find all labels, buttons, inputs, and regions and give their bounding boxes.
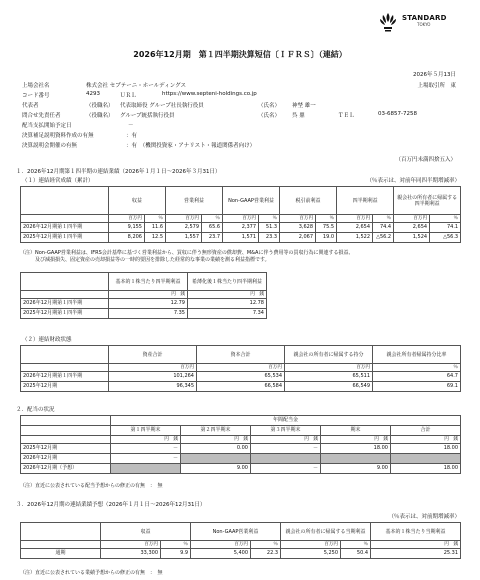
rounding-note: （百万円未満四捨五入） <box>395 157 456 163</box>
unit: 百万円 <box>191 541 251 549</box>
dividend-note: （注）直近に公表されている配当予想からの修正の有無 ： 無 <box>20 483 163 489</box>
cell: 65.6 <box>202 223 223 233</box>
row-label: 2026年12月期第１四半期 <box>21 223 109 233</box>
cell: 12.78 <box>188 299 267 309</box>
supplement-value: ：有 <box>126 133 138 139</box>
cell: 7.35 <box>109 309 188 319</box>
col-revenue: 収益 <box>109 187 166 215</box>
unit: 円 銭 <box>251 436 321 444</box>
cell: 22.3 <box>251 549 281 559</box>
col-total-assets: 資産合計 <box>109 346 197 364</box>
unit: 百万円 <box>197 364 285 372</box>
contact-name: 呉 鼎 <box>292 113 305 119</box>
table-row <box>21 223 461 233</box>
cell: 2,579 <box>166 223 202 233</box>
cell: 12.5 <box>145 233 166 243</box>
table-row <box>21 444 461 454</box>
table-row <box>21 454 461 464</box>
unit: ％ <box>341 541 371 549</box>
cell: － <box>111 454 181 464</box>
row-label: 2025年12月期 <box>21 444 111 454</box>
row-label: 2026年12月期（予想） <box>21 464 111 474</box>
cell: 2,377 <box>223 223 259 233</box>
cell: 8,206 <box>109 233 145 243</box>
eps-table <box>20 272 267 319</box>
col-owner-profit: 親会社の所有者に帰属する四半期利益 <box>394 187 461 215</box>
cell: 9.00 <box>321 464 391 474</box>
unit: 円 銭 <box>111 436 181 444</box>
dividend-heading: ２．配当の状況 <box>16 407 55 413</box>
col-pretax: 税引前利益 <box>280 187 337 215</box>
section1-heading: １．2026年12月期第１四半期の連結業績（2026年１月１日～2026年３月31日） <box>16 169 221 175</box>
cell: 74.4 <box>373 223 394 233</box>
tel-label: ＴＥＬ <box>338 113 355 119</box>
cell: 3,628 <box>280 223 316 233</box>
unit: 百万円 <box>337 215 373 223</box>
cell: 65,534 <box>197 372 285 382</box>
forecast-heading: ３．2026年12月期の連結業績予想（2026年１月１日～2026年12月31日） <box>16 502 206 508</box>
dividend-date-label: 配当支払開始予定日 <box>22 123 72 129</box>
cell <box>391 454 461 464</box>
cell: 18.00 <box>321 444 391 454</box>
financial-position-table <box>20 345 461 392</box>
cell: 66,584 <box>197 382 285 392</box>
contact-role: グループ統括執行役員 <box>120 113 175 119</box>
cell: 50.4 <box>341 549 371 559</box>
unit: ％ <box>430 215 461 223</box>
col-q3-end: 第３四半期末 <box>251 426 321 436</box>
cell: 11.6 <box>145 223 166 233</box>
cell: 1,522 <box>337 233 373 243</box>
cell: 18.00 <box>391 464 461 474</box>
cell: 2,654 <box>337 223 373 233</box>
contact-label: 問合せ先責任者 <box>22 113 61 119</box>
unit: ％ <box>202 215 223 223</box>
unit: ％ <box>316 215 337 223</box>
col-basic-eps: 基本的１株当たり四半期利益 <box>109 273 188 291</box>
code-label: コード番号 <box>22 93 50 99</box>
cell: 5,400 <box>191 549 251 559</box>
cell: △56.3 <box>430 233 461 243</box>
col-q1-end: 第１四半期末 <box>111 426 181 436</box>
section2-heading: （２）連結財政状態 <box>22 337 72 343</box>
logo-subtext: TOKYO <box>417 22 431 27</box>
cell <box>251 454 321 464</box>
cell: 12.79 <box>109 299 188 309</box>
unit: 百万円 <box>281 541 341 549</box>
cell <box>111 464 181 474</box>
company-name: 株式会社 セプテーニ・ホールディングス <box>86 83 187 89</box>
table-row <box>21 382 461 392</box>
unit: 百万円 <box>109 215 145 223</box>
cell: 1,557 <box>166 233 202 243</box>
tel-value: 03-6857-7258 <box>378 111 417 117</box>
table-row <box>21 233 461 243</box>
rep-label: 代表者 <box>22 103 39 109</box>
briefing-value: ：有 （機関投資家・アナリスト・報道関係者向け） <box>126 143 256 149</box>
contact-name-label: （氏名） <box>258 113 281 119</box>
col-basic-eps: 基本的１株当たり当期利益 <box>371 523 461 541</box>
cell: 25.31 <box>371 549 461 559</box>
url-label: ＵＲＬ <box>120 93 137 99</box>
briefing-label: 決算説明会開催の有無 <box>22 143 78 149</box>
cell: 2,067 <box>280 233 316 243</box>
row-label: 2026年12月期 <box>21 454 111 464</box>
col-nongaap: Non-GAAP営業利益 <box>191 523 281 541</box>
unit: ％ <box>373 364 461 372</box>
logo-text: STANDARD <box>402 14 447 22</box>
col-nongaap: Non-GAAP営業利益 <box>223 187 280 215</box>
col-owner-profit: 親会社の所有者に帰属する当期利益 <box>281 523 371 541</box>
supplement-label: 決算補足説明資料作成の有無 <box>22 133 94 139</box>
unit: 百万円 <box>109 364 197 372</box>
cell: 64.7 <box>373 372 461 382</box>
cell: △56.2 <box>373 233 394 243</box>
cell <box>181 454 251 464</box>
col-year-end: 期末 <box>321 426 391 436</box>
company-url[interactable]: https://www.septeni-holdings.co.jp <box>162 91 257 97</box>
col-equity-ratio: 親会社所有者帰属持分比率 <box>373 346 461 364</box>
col-revenue: 収益 <box>101 523 191 541</box>
cell: 7.34 <box>188 309 267 319</box>
cell: 19.0 <box>316 233 337 243</box>
cell: 23.7 <box>202 233 223 243</box>
page-title: 2026年12月期 第１四半期決算短信〔ＩＦＲＳ〕（連結） <box>133 50 347 59</box>
company-name-label: 上場会社名 <box>22 83 50 89</box>
forecast-note: （注）直近に公表されている業績予想からの修正の有無 ： 無 <box>20 570 163 576</box>
cell: 23.3 <box>259 233 280 243</box>
table-row <box>21 549 461 559</box>
consolidated-results-table <box>20 186 461 243</box>
forecast-pct-note: （％表示は、対前期増減率） <box>388 514 460 520</box>
row-label: 2026年12月期第１四半期 <box>21 372 109 382</box>
table-row <box>21 372 461 382</box>
annual-dividend-header: 年間配当金 <box>111 416 461 426</box>
unit: 百万円 <box>166 215 202 223</box>
unit: 円 銭 <box>321 436 391 444</box>
col-total-equity: 資本合計 <box>197 346 285 364</box>
unit: ％ <box>161 541 191 549</box>
rep-role-label: （役職名） <box>86 103 114 109</box>
unit: ％ <box>259 215 280 223</box>
col-operating-profit: 営業利益 <box>166 187 223 215</box>
cell: － <box>251 444 321 454</box>
section1-pct-note: （％表示は、対前年同四半期増減率） <box>366 178 460 184</box>
rep-role: 代表取締役 グループ社長執行役員 <box>120 103 204 109</box>
col-owner-equity: 親会社の所有者に帰属する持分 <box>285 346 373 364</box>
cell: － <box>251 464 321 474</box>
code-value: 4293 <box>86 91 100 97</box>
nongaap-note: （注）Non-GAAP営業利益は、IFRS会計基準に基づく営業利益から、買収に伴う無形資産の償却費、M&Aに伴う費用等の買収行為に関連する損益、 及び減損損失、固定資産の売却損益等の一時的要因を排除した経常的な事業の業績を測る利益指標です。 <box>20 250 354 263</box>
unit: 円 銭 <box>371 541 461 549</box>
cell: 1,524 <box>394 233 430 243</box>
cell: 18.00 <box>391 444 461 454</box>
cell: 9.9 <box>161 549 191 559</box>
table-row <box>21 464 461 474</box>
cell: 51.3 <box>259 223 280 233</box>
cell: 96,345 <box>109 382 197 392</box>
unit: ％ <box>145 215 166 223</box>
cell <box>321 454 391 464</box>
unit: 円 銭 <box>181 436 251 444</box>
row-label: 2025年12月期 <box>21 382 109 392</box>
table-row <box>21 299 267 309</box>
row-label: 2026年12月期第１四半期 <box>21 299 109 309</box>
exchange: 上場取引所 東 <box>417 83 456 89</box>
unit: 百万円 <box>223 215 259 223</box>
cell: 65,511 <box>285 372 373 382</box>
cell: 101,264 <box>109 372 197 382</box>
cell: 2,654 <box>394 223 430 233</box>
tse-logo-icon <box>378 12 398 38</box>
col-quarter-profit: 四半期利益 <box>337 187 394 215</box>
unit: ％ <box>251 541 281 549</box>
unit: 円 銭 <box>188 291 267 299</box>
cell: 9.00 <box>181 464 251 474</box>
unit: 百万円 <box>101 541 161 549</box>
col-total: 合計 <box>391 426 461 436</box>
unit: 百万円 <box>285 364 373 372</box>
report-date: 2026年５月13日 <box>413 72 456 78</box>
cell: 33,300 <box>101 549 161 559</box>
col-diluted-eps: 希薄化後１株当たり四半期利益 <box>188 273 267 291</box>
cell: 9,155 <box>109 223 145 233</box>
col-q2-end: 第２四半期末 <box>181 426 251 436</box>
rep-name-label: （氏名） <box>258 103 281 109</box>
dividend-table <box>20 415 461 474</box>
row-label: 通期 <box>21 549 101 559</box>
unit: 円 銭 <box>391 436 461 444</box>
contact-role-label: （役職名） <box>86 113 114 119</box>
dividend-date: － <box>128 123 134 129</box>
rep-name: 神埜 雄一 <box>292 103 316 109</box>
cell: 74.1 <box>430 223 461 233</box>
cell: 1,571 <box>223 233 259 243</box>
unit: 円 銭 <box>109 291 188 299</box>
cell: － <box>111 444 181 454</box>
row-label: 2025年12月期第１四半期 <box>21 309 109 319</box>
cell: 0.00 <box>181 444 251 454</box>
section1-subheading: （１）連結経営成績（累計） <box>22 178 94 184</box>
unit: ％ <box>373 215 394 223</box>
cell: 5,250 <box>281 549 341 559</box>
unit: 百万円 <box>394 215 430 223</box>
cell: 69.1 <box>373 382 461 392</box>
unit: 百万円 <box>280 215 316 223</box>
row-label: 2025年12月期第１四半期 <box>21 233 109 243</box>
forecast-table <box>20 522 461 559</box>
cell: 66,549 <box>285 382 373 392</box>
cell: 75.5 <box>316 223 337 233</box>
table-row <box>21 309 267 319</box>
